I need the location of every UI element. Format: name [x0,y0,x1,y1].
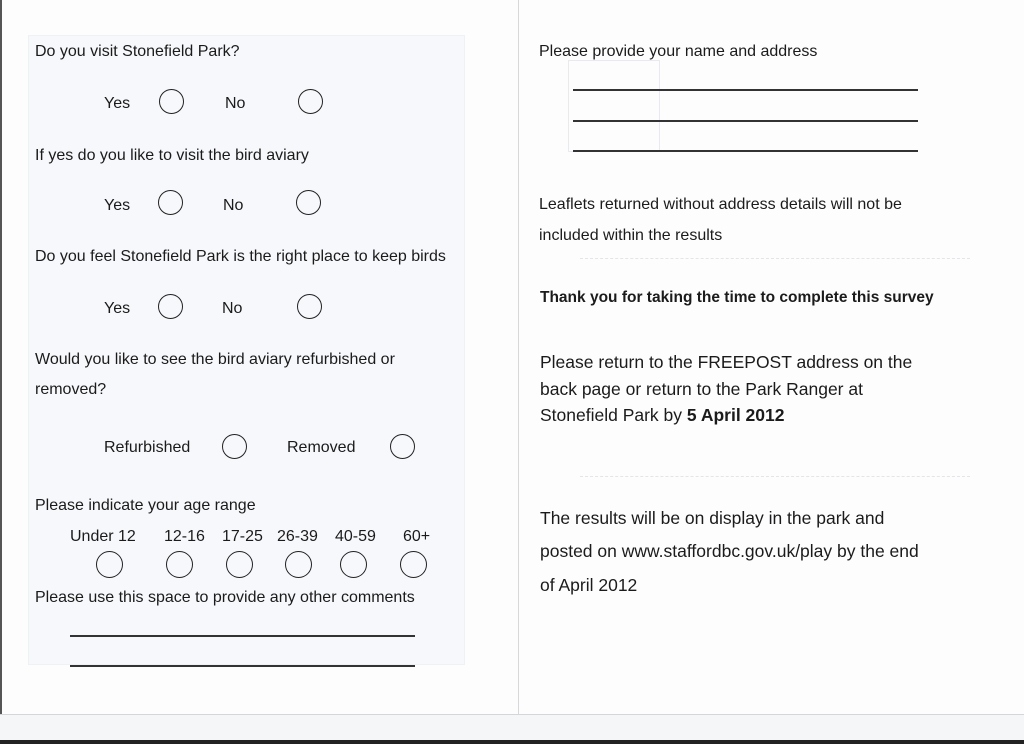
q3-question: Do you feel Stonefield Park is the right place to keep birds [35,248,446,265]
fold-guide-2 [580,476,970,477]
q4-question-line1: Would you like to see the bird aviary refurbished or [35,351,395,368]
address-line-1[interactable] [573,89,918,91]
q4-removed-radio[interactable] [390,434,415,459]
return-line2: back page or return to the Park Ranger at [540,379,863,399]
return-line3 [540,407,785,425]
address-line-2[interactable] [573,120,918,122]
q1-no-radio[interactable] [298,89,323,114]
age-40-59-label: 40-59 [335,528,376,545]
age-under12-label: Under 12 [70,528,136,545]
q3-no-label: No [222,300,243,317]
q4-refurbished-label: Refurbished [104,439,191,456]
q1-yes-label: Yes [104,95,131,112]
age-26-39-label: 26-39 [277,528,318,545]
q2-yes-radio[interactable] [158,190,183,215]
age-17-25-label: 17-25 [222,528,263,545]
age-12-16-label: 12-16 [164,528,205,545]
age-40-59-radio[interactable] [340,551,367,578]
age-17-25-radio[interactable] [226,551,253,578]
age-under12-radio[interactable] [96,551,123,578]
q2-question: If yes do you like to visit the bird aviary [35,147,309,164]
q4-refurbished-radio[interactable] [222,434,247,459]
q1-question: Do you visit Stonefield Park? [35,43,240,60]
show-through-right-box [568,60,660,152]
center-fold [518,0,519,714]
q2-no-radio[interactable] [296,190,321,215]
address-line-3[interactable] [573,150,918,152]
q3-yes-label: Yes [104,300,131,317]
age-26-39-radio[interactable] [285,551,312,578]
scan-left-edge [0,0,2,714]
q3-yes-radio[interactable] [158,294,183,319]
q4-question-line2: removed? [35,381,107,398]
results-line1: The results will be on display in the park and [540,508,885,528]
address-note-line2: included within the results [539,227,723,244]
return-line3-prefix: Stonefield Park by [540,405,687,425]
return-line1: Please return to the FREEPOST address on the [540,352,913,372]
address-prompt: Please provide your name and address [539,43,818,60]
fold-guide-1 [580,258,970,259]
results-line3: of April 2012 [540,575,638,595]
comments-line-1[interactable] [70,635,415,637]
age-60plus-label: 60+ [403,528,431,545]
q1-yes-radio[interactable] [159,89,184,114]
scanner-border [0,740,1024,744]
address-note-line1: Leaflets returned without address details will not be [539,196,902,213]
q3-no-radio[interactable] [297,294,322,319]
age-60plus-radio[interactable] [400,551,427,578]
q1-no-label: No [225,95,246,112]
comments-line-2[interactable] [70,665,415,667]
age-12-16-radio[interactable] [166,551,193,578]
q2-no-label: No [223,197,244,214]
scanner-bed [0,715,1024,740]
q4-removed-label: Removed [287,439,356,456]
q5-question: Please indicate your age range [35,497,256,514]
q6-question: Please use this space to provide any other comments [35,589,415,606]
results-line2: posted on www.staffordbc.gov.uk/play by the end [540,541,919,561]
return-deadline: 5 April 2012 [686,405,785,425]
q2-yes-label: Yes [104,197,131,214]
thank-you-message: Thank you for taking the time to complete this survey [540,289,934,306]
